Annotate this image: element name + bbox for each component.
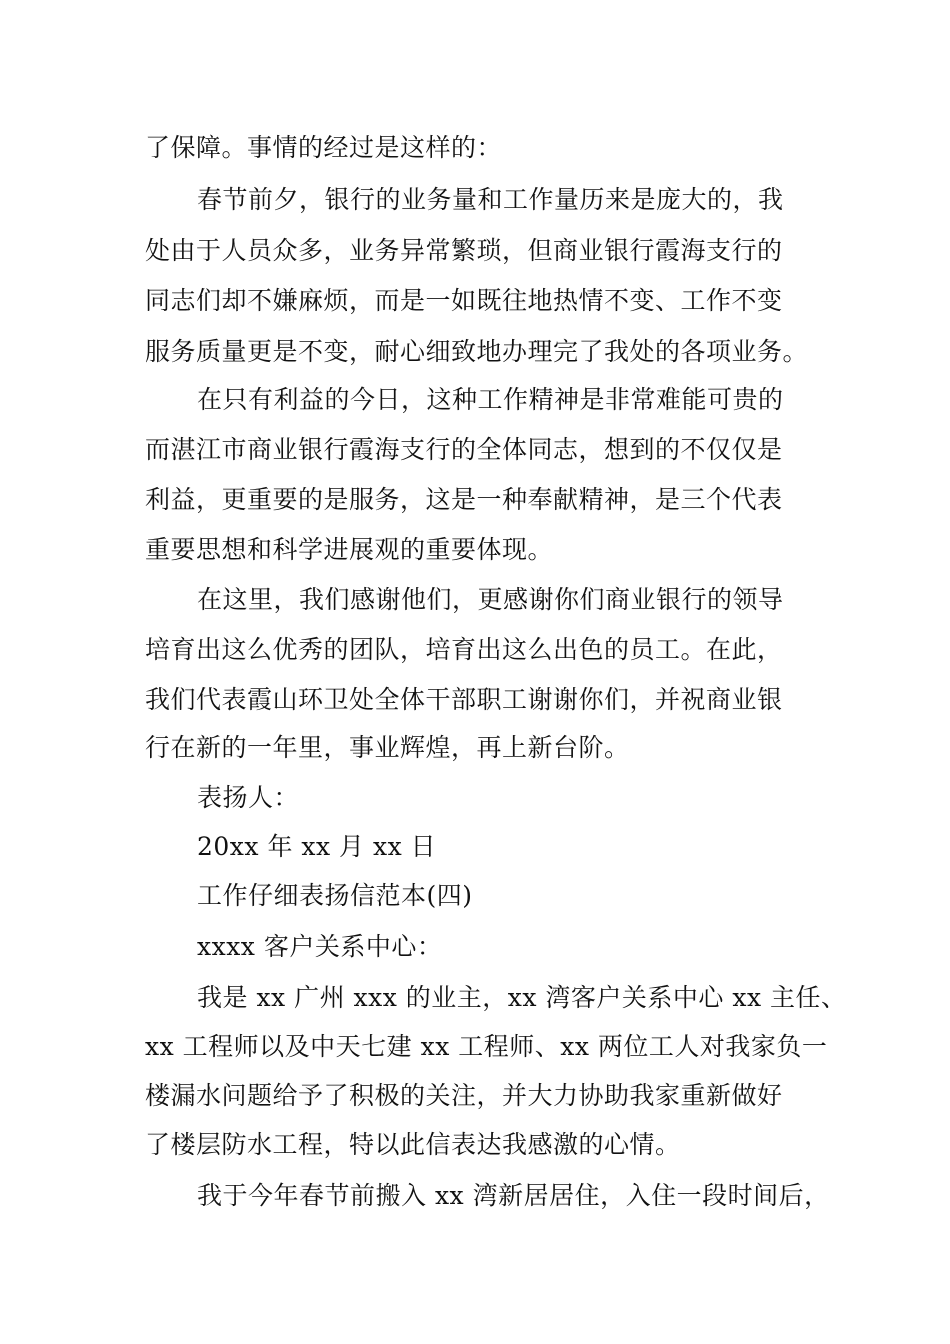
text-line: 行在新的一年里，事业辉煌，再上新台阶。	[145, 733, 630, 762]
text-line: xx 工程师以及中天七建 xx 工程师、xx 两位工人对我家负一	[145, 1032, 828, 1061]
text-line: 同志们却不嫌麻烦，而是一如既往地热情不变、工作不变	[145, 286, 783, 315]
text-line: 服务质量更是不变，耐心细致地办理完了我处的各项业务。	[145, 337, 809, 366]
text-line: 了保障。事情的经过是这样的：	[145, 133, 503, 162]
paragraph-start-line: 我于今年春节前搬入 xx 湾新居居住，入住一段时间后，	[197, 1181, 830, 1210]
text-line: 我们代表霞山环卫处全体干部职工谢谢你们，并祝商业银	[145, 685, 783, 714]
paragraph-start-line: 在只有利益的今日，这种工作精神是非常难能可贵的	[197, 385, 784, 414]
text-line: 而湛江市商业银行霞海支行的全体同志，想到的不仅仅是	[145, 435, 783, 464]
date-line: 20xx 年 xx 月 xx 日	[197, 832, 437, 861]
signature-label: 表扬人：	[197, 783, 300, 812]
text-line: 楼漏水问题给予了积极的关注，并大力协助我家重新做好	[145, 1081, 783, 1110]
section-title: 工作仔细表扬信范本(四)	[197, 881, 473, 910]
text-line: 培育出这么优秀的团队，培育出这么出色的员工。在此，	[145, 635, 783, 664]
text-line: 利益，更重要的是服务，这是一种奉献精神，是三个代表	[145, 485, 783, 514]
paragraph-start-line: 我是 xx 广州 xxx 的业主，xx 湾客户关系中心 xx 主任、	[197, 983, 847, 1012]
salutation: xxxx 客户关系中心：	[197, 932, 443, 961]
text-line: 重要思想和科学进展观的重要体现。	[145, 535, 554, 564]
text-line: 处由于人员众多，业务异常繁琐，但商业银行霞海支行的	[145, 236, 783, 265]
paragraph-start-line: 在这里，我们感谢他们，更感谢你们商业银行的领导	[197, 585, 784, 614]
paragraph-start-line: 春节前夕，银行的业务量和工作量历来是庞大的，我	[197, 185, 784, 214]
text-line: 了楼层防水工程，特以此信表达我感激的心情。	[145, 1130, 681, 1159]
